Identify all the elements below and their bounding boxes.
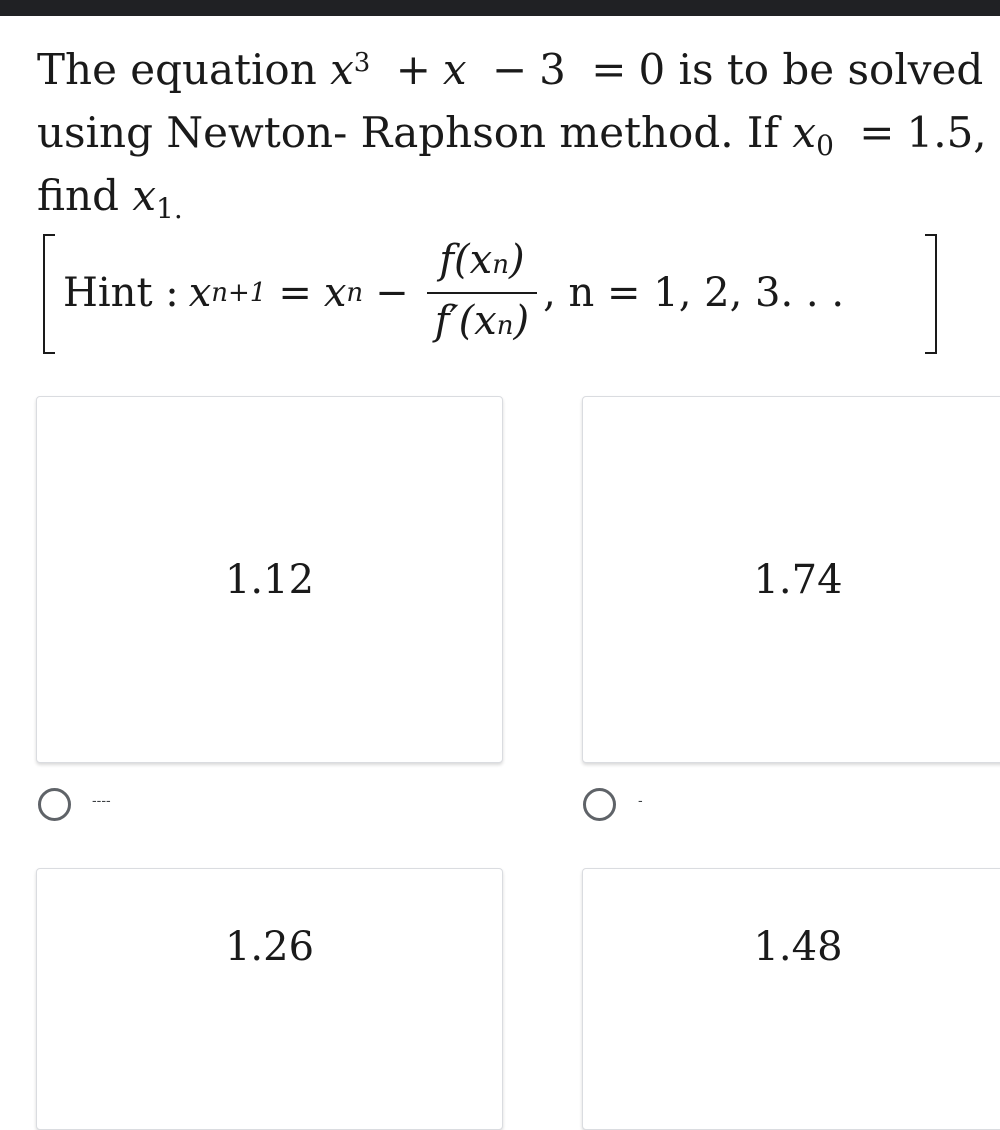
- plus-sign: +: [395, 45, 431, 94]
- fraction: [427, 233, 537, 353]
- subscript: 1.: [156, 192, 183, 225]
- constant: 3: [539, 45, 566, 94]
- paren: ): [508, 237, 525, 283]
- variable-x: x: [330, 45, 354, 94]
- minus-sign: −: [491, 45, 528, 94]
- variable-x: x: [792, 108, 817, 157]
- option-value: 1.26: [224, 924, 315, 970]
- paren: ): [513, 298, 530, 344]
- variable-x: x: [188, 270, 212, 316]
- numerator: [431, 233, 532, 292]
- option-label: ----: [92, 792, 111, 808]
- denominator: [427, 294, 537, 353]
- subscript: n: [492, 250, 509, 280]
- equals-sign: =: [591, 45, 627, 94]
- equals-sign: =: [278, 270, 312, 316]
- subscript: n: [496, 311, 514, 341]
- numerator-text: f(x: [439, 237, 493, 283]
- option-value: 1.48: [753, 924, 843, 970]
- initial-value: 1.5,: [906, 108, 987, 157]
- variable-x: x: [323, 270, 347, 316]
- option-card-2[interactable]: [582, 396, 1000, 763]
- equals-sign: =: [859, 108, 895, 157]
- exponent: 3: [353, 48, 371, 78]
- subscript: n: [346, 278, 364, 308]
- option-card-4[interactable]: [582, 868, 1000, 1130]
- option-card-1[interactable]: [36, 396, 503, 763]
- top-bar: [0, 0, 1000, 16]
- subscript: n+1: [211, 278, 267, 308]
- denominator-text: f′(x: [434, 298, 497, 344]
- minus-sign: −: [375, 270, 409, 316]
- variable-x: x: [132, 171, 156, 220]
- question-text-part: is to be solved: [678, 45, 984, 94]
- option-label: -: [638, 792, 643, 808]
- hint-formula: [37, 228, 957, 358]
- right-bracket: [925, 234, 937, 354]
- question-text-part: find: [37, 171, 119, 220]
- hint-label: Hint :: [63, 270, 179, 316]
- variable-x: x: [442, 45, 467, 94]
- constant: 0: [638, 45, 666, 94]
- radio-button-option-2[interactable]: [583, 788, 616, 821]
- left-bracket: [43, 234, 55, 354]
- question-text: [37, 38, 987, 227]
- option-value: 1.12: [224, 556, 315, 603]
- option-card-3[interactable]: [36, 868, 503, 1130]
- radio-button-option-1[interactable]: [38, 788, 71, 821]
- option-value: 1.74: [753, 556, 843, 603]
- subscript: 0: [816, 129, 834, 162]
- question-text-part: The equation: [37, 45, 317, 94]
- hint-tail: , n = 1, 2, 3. . .: [543, 270, 845, 316]
- question-text-part: using Newton- Raphson method. If: [37, 108, 780, 157]
